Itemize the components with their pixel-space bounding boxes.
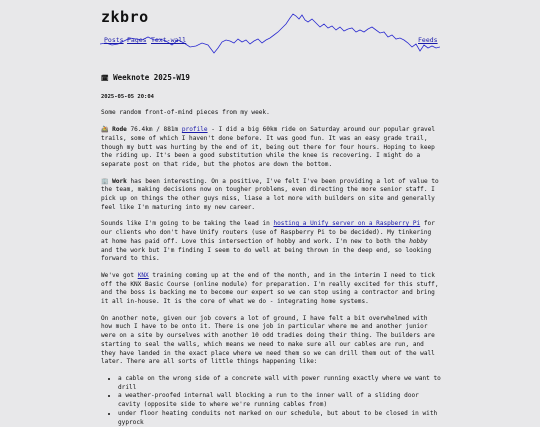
- unify-raspberry-pi-link[interactable]: hosting a Unify server on a Raspberry Pi: [273, 220, 421, 228]
- issue-list: [101, 375, 441, 427]
- nav-posts[interactable]: Posts: [104, 36, 124, 44]
- knx-link[interactable]: KNX: [137, 271, 149, 279]
- paragraph-note: On another note, given our job covers a lot of ground, I have felt a bit overwhelmed with how much I have to be onto it. There is one job in particular where me and another junior were on a site by ourselves with another 10 odd tradies doing their thing. The builders are starting to seal the walls, which means we need to make sure all our cables are run, and they have landed in the exact place where we need them so we can drill them out of the wall later. There are all sorts of little things happening like:: [101, 314, 435, 366]
- nav-textwall[interactable]: Text-wall: [151, 36, 187, 44]
- nav-feeds[interactable]: Feeds: [418, 36, 438, 44]
- post-content: [101, 74, 441, 427]
- calendar-icon: 🗓: [101, 75, 109, 82]
- paragraph-rode: 🚵 Rode 76.4km / 881m profile - I did a big 60km ride on Saturday around our popular gravel trails, some of which I haven't done before. It was good fun. It was an easy grade trail, though my butt was hurting by the end of it, being out there for four hours. Hoping to keep the riding up. It's been a good substitution while the knee is recovering. I might do a separate post on that ride, but the photos are down the bottom.: [101, 126, 436, 168]
- post-intro: Some random front-of-mind pieces from my week.: [101, 109, 270, 117]
- profile-link[interactable]: profile: [181, 126, 208, 134]
- list-item: • under floor heating conduits not marked on our schedule, but about to be closed in with gyprock: [118, 410, 441, 427]
- paragraph-unify: Sounds like I'm going to be taking the lead in hosting a Unify server on a Raspberry Pi for our clients who don't have Unify routers (use of Raspberry Pi to be decided). My tinkering at home has paid off. Love this intersection of hobby and work. I'm new to both the hobby and the work but I'm finding I seem to do well at being thrown in the deep end, so looking forward to this.: [101, 220, 435, 263]
- list-item: • a cable on the wrong side of a concrete wall with power running exactly where we want to drill: [118, 375, 441, 392]
- site-title[interactable]: zkbro: [101, 8, 149, 26]
- post-date: 2025-05-05 20:04: [101, 93, 154, 100]
- paragraph-work: 🏢 Work has been interesting. On a positive, I've felt I've been providing a lot of value to the team, making decisions now on tougher problems, even directing the more senior staff. I pick up on things the other guys miss, liase a lot more with builders on site and generally feel like I'm maturing into my new career.: [101, 177, 439, 211]
- bicycle-icon: 🚵: [101, 126, 109, 134]
- post-title: 🗓 Weeknote 2025-W19: [101, 73, 190, 82]
- office-icon: 🏢: [101, 177, 109, 185]
- paragraph-knx: We've got KNX training coming up at the end of the month, and in the interim I need to tick off the KNX Basic Course (online module) for preparation. I'm really excited for this stuff, and the boss is backing me to become our expert so we can stop using a contractor and bring it all in-house. It is the core of what we do - integrating home systems.: [101, 271, 439, 306]
- nav-pages[interactable]: Pages: [127, 36, 147, 44]
- list-item: • a weather-proofed internal wall blocking a run to the inner wall of a sliding door cavity (opposite side to where we're running cables from): [118, 392, 441, 409]
